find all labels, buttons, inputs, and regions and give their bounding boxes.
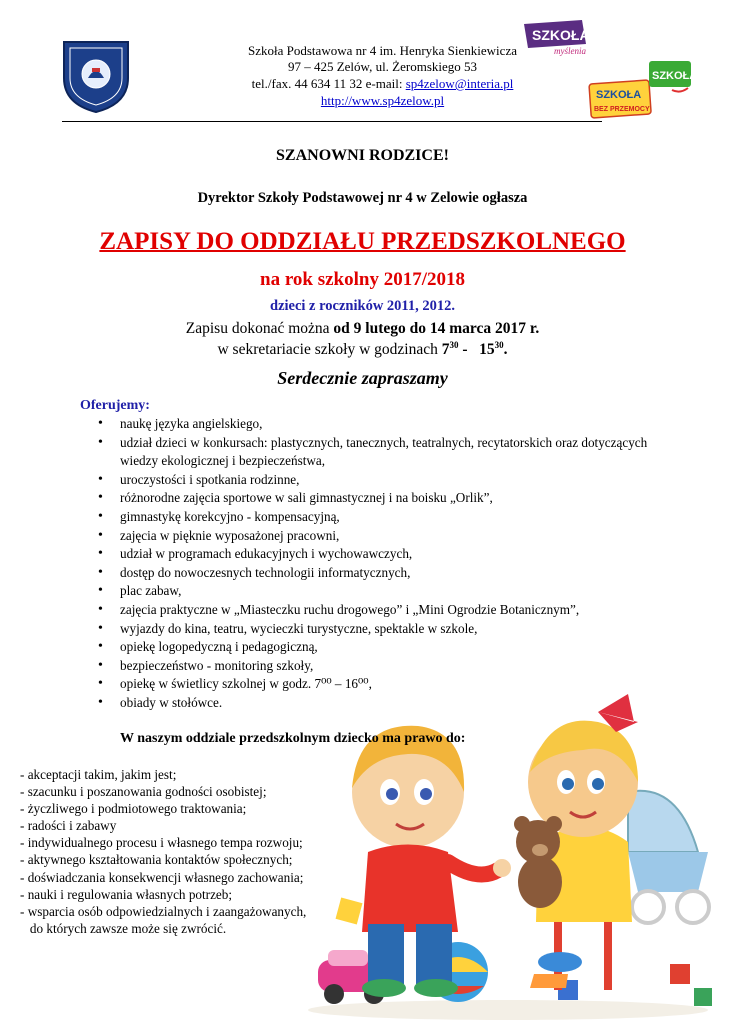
rights-item: - doświadczania konsekwencji własnego zachowania; — [20, 869, 304, 885]
invitation: Serdecznie zapraszamy — [277, 368, 448, 388]
school-year: na rok szkolny 2017/2018 — [260, 269, 465, 290]
rights-item: - aktywnego kształtowania kontaktów społecznych; — [20, 852, 293, 868]
header-divider — [62, 121, 602, 122]
hours-start-sup: 30 — [449, 340, 459, 350]
school-address: 97 – 425 Zelów, ul. Żeromskiego 53 — [287, 59, 478, 74]
period-prefix: Zapisu dokonać można — [185, 320, 334, 337]
rights-item: - radości i zabawy — [20, 818, 117, 834]
rights-item: - indywidualnego procesu i własnego tempa rozwoju; — [20, 835, 303, 851]
hours-sep: - — [458, 341, 480, 358]
logo1-text: SZKOŁA — [532, 27, 590, 43]
rights-item: - wsparcia osób odpowiedzialnych i zaangażowanych, — [20, 903, 307, 919]
offer-item: • wyjazdy do kina, teatru, wycieczki turystyczne, spektakle w szkole, — [96, 620, 656, 639]
offer-item: • zajęcia w pięknie wyposażonej pracowni, — [96, 527, 656, 546]
rights-item: - nauki i regulowania własnych potrzeb; — [20, 886, 233, 902]
rights-item: do których zawsze może się zwrócić. — [20, 920, 227, 936]
rights-list — [20, 766, 306, 937]
offer-heading: Oferujemy: — [80, 398, 150, 413]
szkola-bez-przemocy-logo — [588, 78, 654, 118]
registration-period — [0, 320, 725, 338]
logo1-sub: myślenia — [554, 46, 586, 56]
offer-item: • gimnastykę korekcyjno - kompensacyjną, — [96, 508, 656, 527]
rights-item: - szacunku i poszanowania godności osobistej; — [20, 784, 267, 800]
website-link[interactable]: http://www.sp4zelow.pl — [320, 93, 445, 108]
hours-end-sup: 30 — [494, 340, 504, 350]
offer-item: • zajęcia praktyczne w „Miasteczku ruchu drogowego” i „Mini Ogrodzie Botanicznym”, — [96, 601, 656, 620]
period-dates: od 9 lutego do 14 marca 2017 r. — [333, 320, 540, 337]
logo3-text: SZKOŁA — [652, 70, 698, 82]
szkola-green-logo — [648, 60, 698, 94]
rights-item: - akceptacji takim, jakim jest; — [20, 767, 177, 782]
office-hours — [0, 341, 725, 359]
main-title: ZAPISY DO ODDZIAŁU PRZEDSZKOLNEGO — [99, 228, 626, 255]
birth-years: dzieci z roczników 2011, 2012. — [270, 298, 455, 314]
hours-prefix: w sekretariacie szkoły w godzinach — [217, 341, 442, 358]
hours-start: 7 — [441, 341, 450, 358]
hours-suffix: . — [503, 341, 508, 358]
logo2-sub: BEZ PRZEMOCY — [594, 106, 650, 113]
greeting: SZANOWNI RODZICE! — [276, 147, 449, 164]
school-name: Szkoła Podstawowa nr 4 im. Henryka Sienkiewicza — [248, 43, 517, 58]
hours-end: 15 — [479, 341, 495, 358]
offer-item: • bezpieczeństwo - monitoring szkoły, — [96, 657, 656, 676]
offer-item: • różnorodne zajęcia sportowe w sali gimnastycznej i na boisku „Orlik”, — [96, 489, 656, 508]
announcement: Dyrektor Szkoły Podstawowej nr 4 w Zelowie ogłasza — [197, 190, 528, 206]
rights-heading: W naszym oddziale przedszkolnym dziecko ma prawo do: — [120, 731, 466, 746]
offer-item: • opiekę w świetlicy szkolnej w godz. 7⁰⁰ – 16⁰⁰, — [96, 675, 656, 694]
offer-item: • uroczystości i spotkania rodzinne, — [96, 471, 656, 490]
offer-list — [96, 415, 656, 713]
offer-item: • dostęp do nowoczesnych technologii informatycznych, — [96, 564, 656, 583]
offer-item: • obiady w stołówce. — [96, 694, 656, 713]
offer-item: • opiekę logopedyczną i pedagogiczną, — [96, 638, 656, 657]
offer-item: • udział w programach edukacyjnych i wychowawczych, — [96, 545, 656, 564]
logo2-text: SZKOŁA — [596, 89, 642, 101]
offer-item: • naukę języka angielskiego, — [96, 415, 656, 434]
szkola-myslenia-logo — [520, 18, 590, 56]
offer-item: • udział dzieci w konkursach: plastycznych, tanecznych, teatralnych, recytatorskich oraz dotyczących wiedzy ekologicznej i bezpieczeństwa, — [96, 434, 656, 471]
rights-item: - życzliwego i podmiotowego traktowania; — [20, 801, 247, 817]
phone-email-label: tel./fax. 44 634 11 32 e-mail: — [251, 76, 406, 91]
email-link[interactable]: sp4zelow@interia.pl — [405, 76, 514, 91]
offer-item: • plac zabaw, — [96, 582, 656, 601]
